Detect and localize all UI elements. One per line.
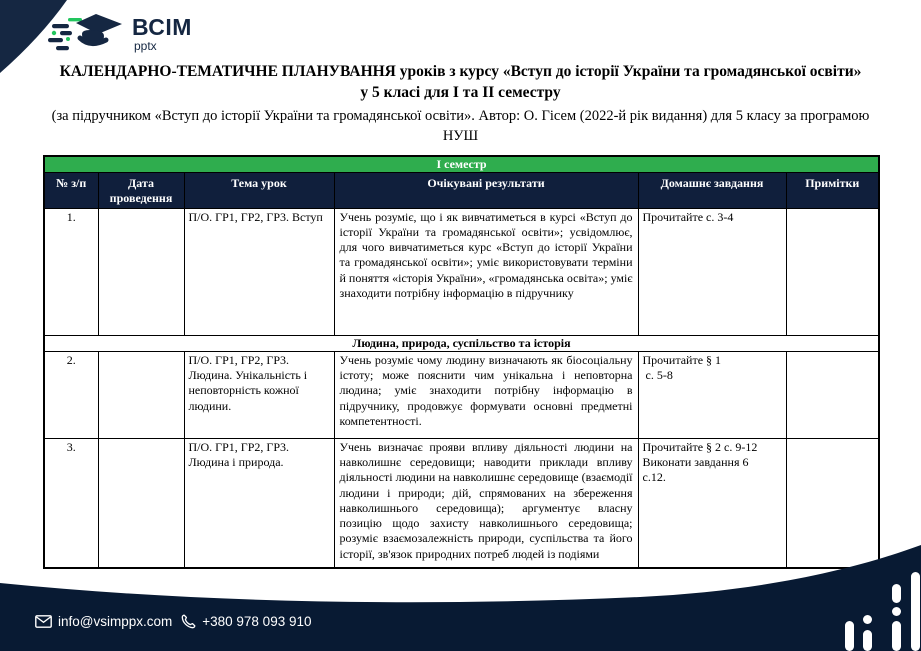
lesson-notes bbox=[786, 208, 879, 335]
equalizer-bar bbox=[892, 584, 901, 603]
table-header-row bbox=[44, 173, 879, 208]
homework-line: Прочитайте § 2 с. 9-12 bbox=[642, 439, 758, 454]
document-title-line2: у 5 класі для І та ІІ семестру bbox=[360, 83, 561, 101]
section-header-row bbox=[44, 335, 879, 351]
table-row bbox=[44, 208, 879, 335]
envelope-icon bbox=[35, 615, 52, 628]
lesson-homework bbox=[638, 208, 786, 335]
column-header-theme: Тема урок bbox=[184, 173, 334, 208]
logo-brand-text: ВСІМ bbox=[132, 14, 192, 40]
lesson-results: Учень визначає прояви впливу діяльності людини на навколишнє середовищи; наводити приклади впливу діяльності людини на навколишнє середовище (взаємодії людини і природи; дій, спрямованих на збереження навколишнього середовища); аргументує власну позицію щодо захисту навколишнього середовища; розуміє взаємозалежність природи, суспільства та його історії, зв'язок природних потреб людей із подіями bbox=[334, 438, 638, 568]
footer-phone: +380 978 093 910 bbox=[202, 613, 312, 629]
document-title-line1: КАЛЕНДАРНО-ТЕМАТИЧНЕ ПЛАНУВАННЯ уроків з курсу «Вступ до історії України та громадянської освіти» bbox=[59, 63, 862, 80]
phone-icon bbox=[181, 614, 196, 629]
equalizer-bar bbox=[863, 630, 872, 651]
lesson-number: 1. bbox=[44, 208, 98, 335]
logo-sub-text: pptx bbox=[134, 39, 157, 53]
lesson-theme: П/О. ГР1, ГР2, ГР3. Вступ bbox=[184, 208, 334, 335]
phone-contact bbox=[181, 614, 311, 629]
column-header-results: Очікувані результати bbox=[334, 173, 638, 208]
lesson-theme: П/О. ГР1, ГР2, ГР3. Людина і природа. bbox=[184, 438, 334, 568]
column-header-date: Дата проведення bbox=[98, 173, 184, 208]
homework-line: с.12. bbox=[642, 470, 666, 485]
logo bbox=[46, 8, 192, 60]
equalizer-bar bbox=[911, 572, 920, 651]
lesson-date bbox=[98, 351, 184, 438]
lesson-results: Учень розуміє чому людину визначають як біосоціальну істоту; може пояснити чим унікальна і неповторна людина; уміє знаходити потрібну інформацію в підручнику, продовжує формувати основні предметні компетентності. bbox=[334, 351, 638, 438]
title-block bbox=[20, 62, 901, 146]
lesson-homework bbox=[638, 351, 786, 438]
semester-banner-row bbox=[44, 156, 879, 173]
equalizer-dot bbox=[892, 607, 901, 616]
lesson-number: 3. bbox=[44, 438, 98, 568]
homework-line: с. 5-8 bbox=[645, 368, 673, 383]
equalizer-bar bbox=[845, 621, 854, 651]
footer-contacts bbox=[35, 610, 311, 632]
section-header: Людина, природа, суспільство та історія bbox=[44, 335, 879, 351]
column-header-notes: Примітки bbox=[786, 173, 879, 208]
planning-table bbox=[43, 155, 880, 569]
graduation-cap-icon bbox=[46, 8, 126, 60]
homework-line: Прочитайте с. 3-4 bbox=[642, 209, 734, 224]
lesson-number: 2. bbox=[44, 351, 98, 438]
column-header-homework: Домашнє завдання bbox=[638, 173, 786, 208]
lesson-date bbox=[98, 208, 184, 335]
equalizer-dot bbox=[863, 615, 872, 624]
lesson-results: Учень розуміє, що і як вивчатиметься в курсі «Вступ до історії України та громадянської освіти»; усвідомлює, для чого вивчатиметься курс «Вступ до історії України та громадянської освіти»; уміє використовувати терміни й поняття «історія України», «громадянська освіта»; уміє знаходити потрібну інформацію в підручнику bbox=[334, 208, 638, 335]
lesson-theme: П/О. ГР1, ГР2, ГР3. Людина. Унікальність і неповторність кожної людини. bbox=[184, 351, 334, 438]
footer-email: info@vsimppx.com bbox=[58, 613, 173, 629]
document-subtitle: (за підручником «Вступ до історії України та громадянської освіти». Автор: О. Гісем (2022-й рік видання) для 5 класу за програмою НУШ bbox=[51, 107, 870, 145]
equalizer-bar bbox=[892, 621, 901, 651]
email-contact bbox=[35, 614, 172, 629]
table-row bbox=[44, 351, 879, 438]
column-header-number: № з/п bbox=[44, 173, 98, 208]
homework-line: Прочитайте § 1 bbox=[642, 352, 722, 367]
homework-line: Виконати завдання 6 bbox=[642, 455, 749, 470]
lesson-notes bbox=[786, 351, 879, 438]
footer-wave-decoration bbox=[0, 535, 921, 651]
semester-banner: І семестр bbox=[44, 156, 879, 173]
